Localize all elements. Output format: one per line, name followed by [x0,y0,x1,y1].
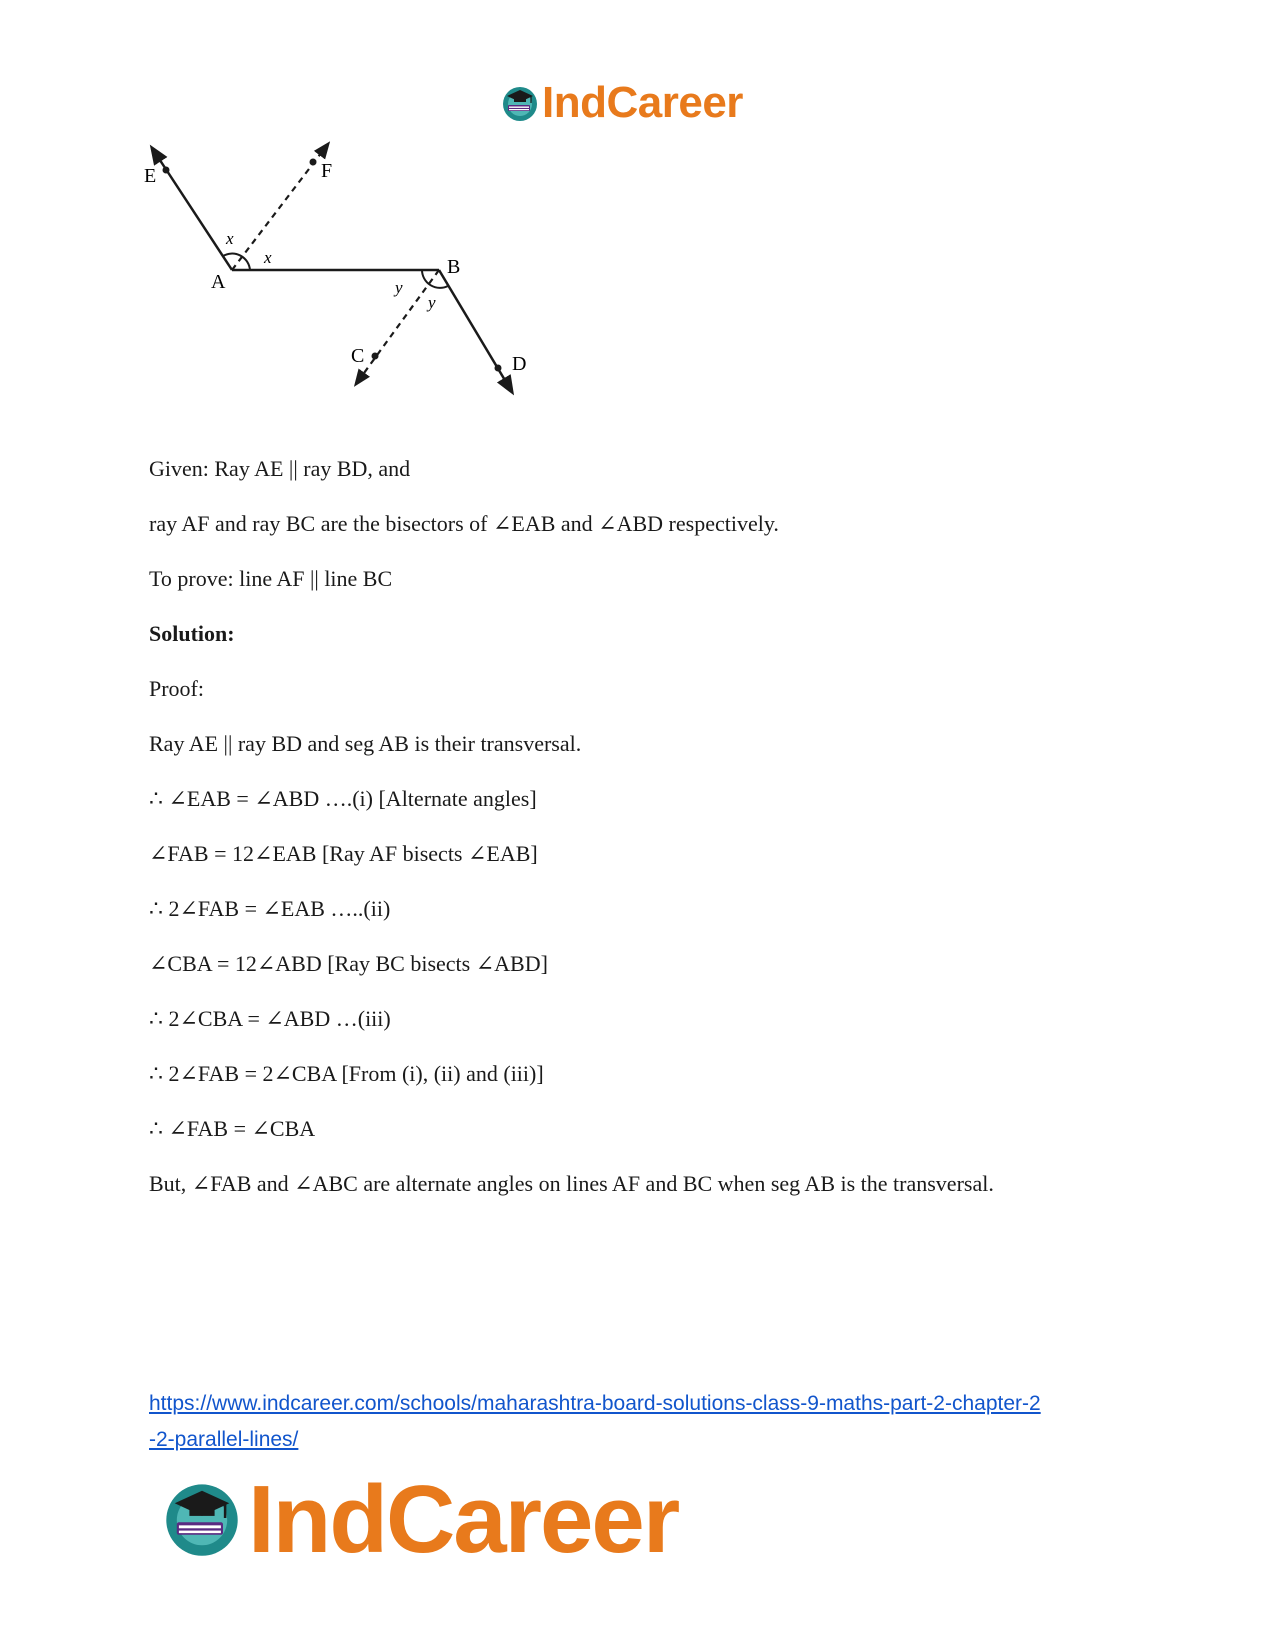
solution-heading: Solution: [149,621,235,646]
proof-label: Proof: [149,676,204,701]
label-a: A [211,271,226,293]
point-e [163,167,170,174]
point-d [495,365,502,372]
geometry-diagram [140,140,580,420]
label-x2: x [264,248,272,267]
ray-ae [152,148,232,270]
label-x1: x [226,229,234,248]
label-y2: y [428,293,436,312]
label-d: D [512,353,527,375]
to-prove-line: To prove: line AF || line BC [149,566,393,591]
proof-step-5: ∠CBA = 12∠ABD [Ray BC bisects ∠ABD] [149,951,548,976]
label-y1: y [395,278,403,297]
label-e: E [144,165,157,187]
ray-bd [439,270,512,392]
proof-step-8: ∴ ∠FAB = ∠CBA [149,1116,316,1141]
header-logo [500,80,743,126]
given-line: Given: Ray AE || ray BD, and [149,456,411,481]
header-logo-text: IndCareer [542,78,743,127]
proof-step-7: ∴ 2∠FAB = 2∠CBA [From (i), (ii) and (iii)] [149,1061,544,1086]
point-c [372,353,379,360]
graduation-cap-globe-icon [160,1476,244,1564]
source-link[interactable] [149,1386,1149,1458]
graduation-cap-globe-icon [500,83,540,123]
label-c: C [351,345,365,367]
point-f [310,159,317,166]
source-link-line-1[interactable]: https://www.indcareer.com/schools/maharashtra-board-solutions-class-9-maths-part-2-chapter-2 [149,1392,1041,1415]
label-b: B [447,256,461,278]
footer-logo [160,1466,679,1573]
proof-step-6: ∴ 2∠CBA = ∠ABD …(iii) [149,1006,391,1031]
conclusion-line: But, ∠FAB and ∠ABC are alternate angles on lines AF and BC when seg AB is the transversal. [149,1171,994,1196]
solution-content [149,456,1149,1226]
source-link-line-2[interactable]: -2-parallel-lines/ [149,1428,299,1451]
proof-step-3: ∠FAB = 12∠EAB [Ray AF bisects ∠EAB] [149,841,538,866]
proof-step-2: ∴ ∠EAB = ∠ABD ….(i) [Alternate angles] [149,786,537,811]
footer-logo-text: IndCareer [248,1466,679,1573]
proof-step-1: Ray AE || ray BD and seg AB is their transversal. [149,731,582,756]
proof-step-4: ∴ 2∠FAB = ∠EAB …..(ii) [149,896,391,921]
bisectors-line: ray AF and ray BC are the bisectors of ∠EAB and ∠ABD respectively. [149,511,779,536]
label-f: F [321,160,333,182]
